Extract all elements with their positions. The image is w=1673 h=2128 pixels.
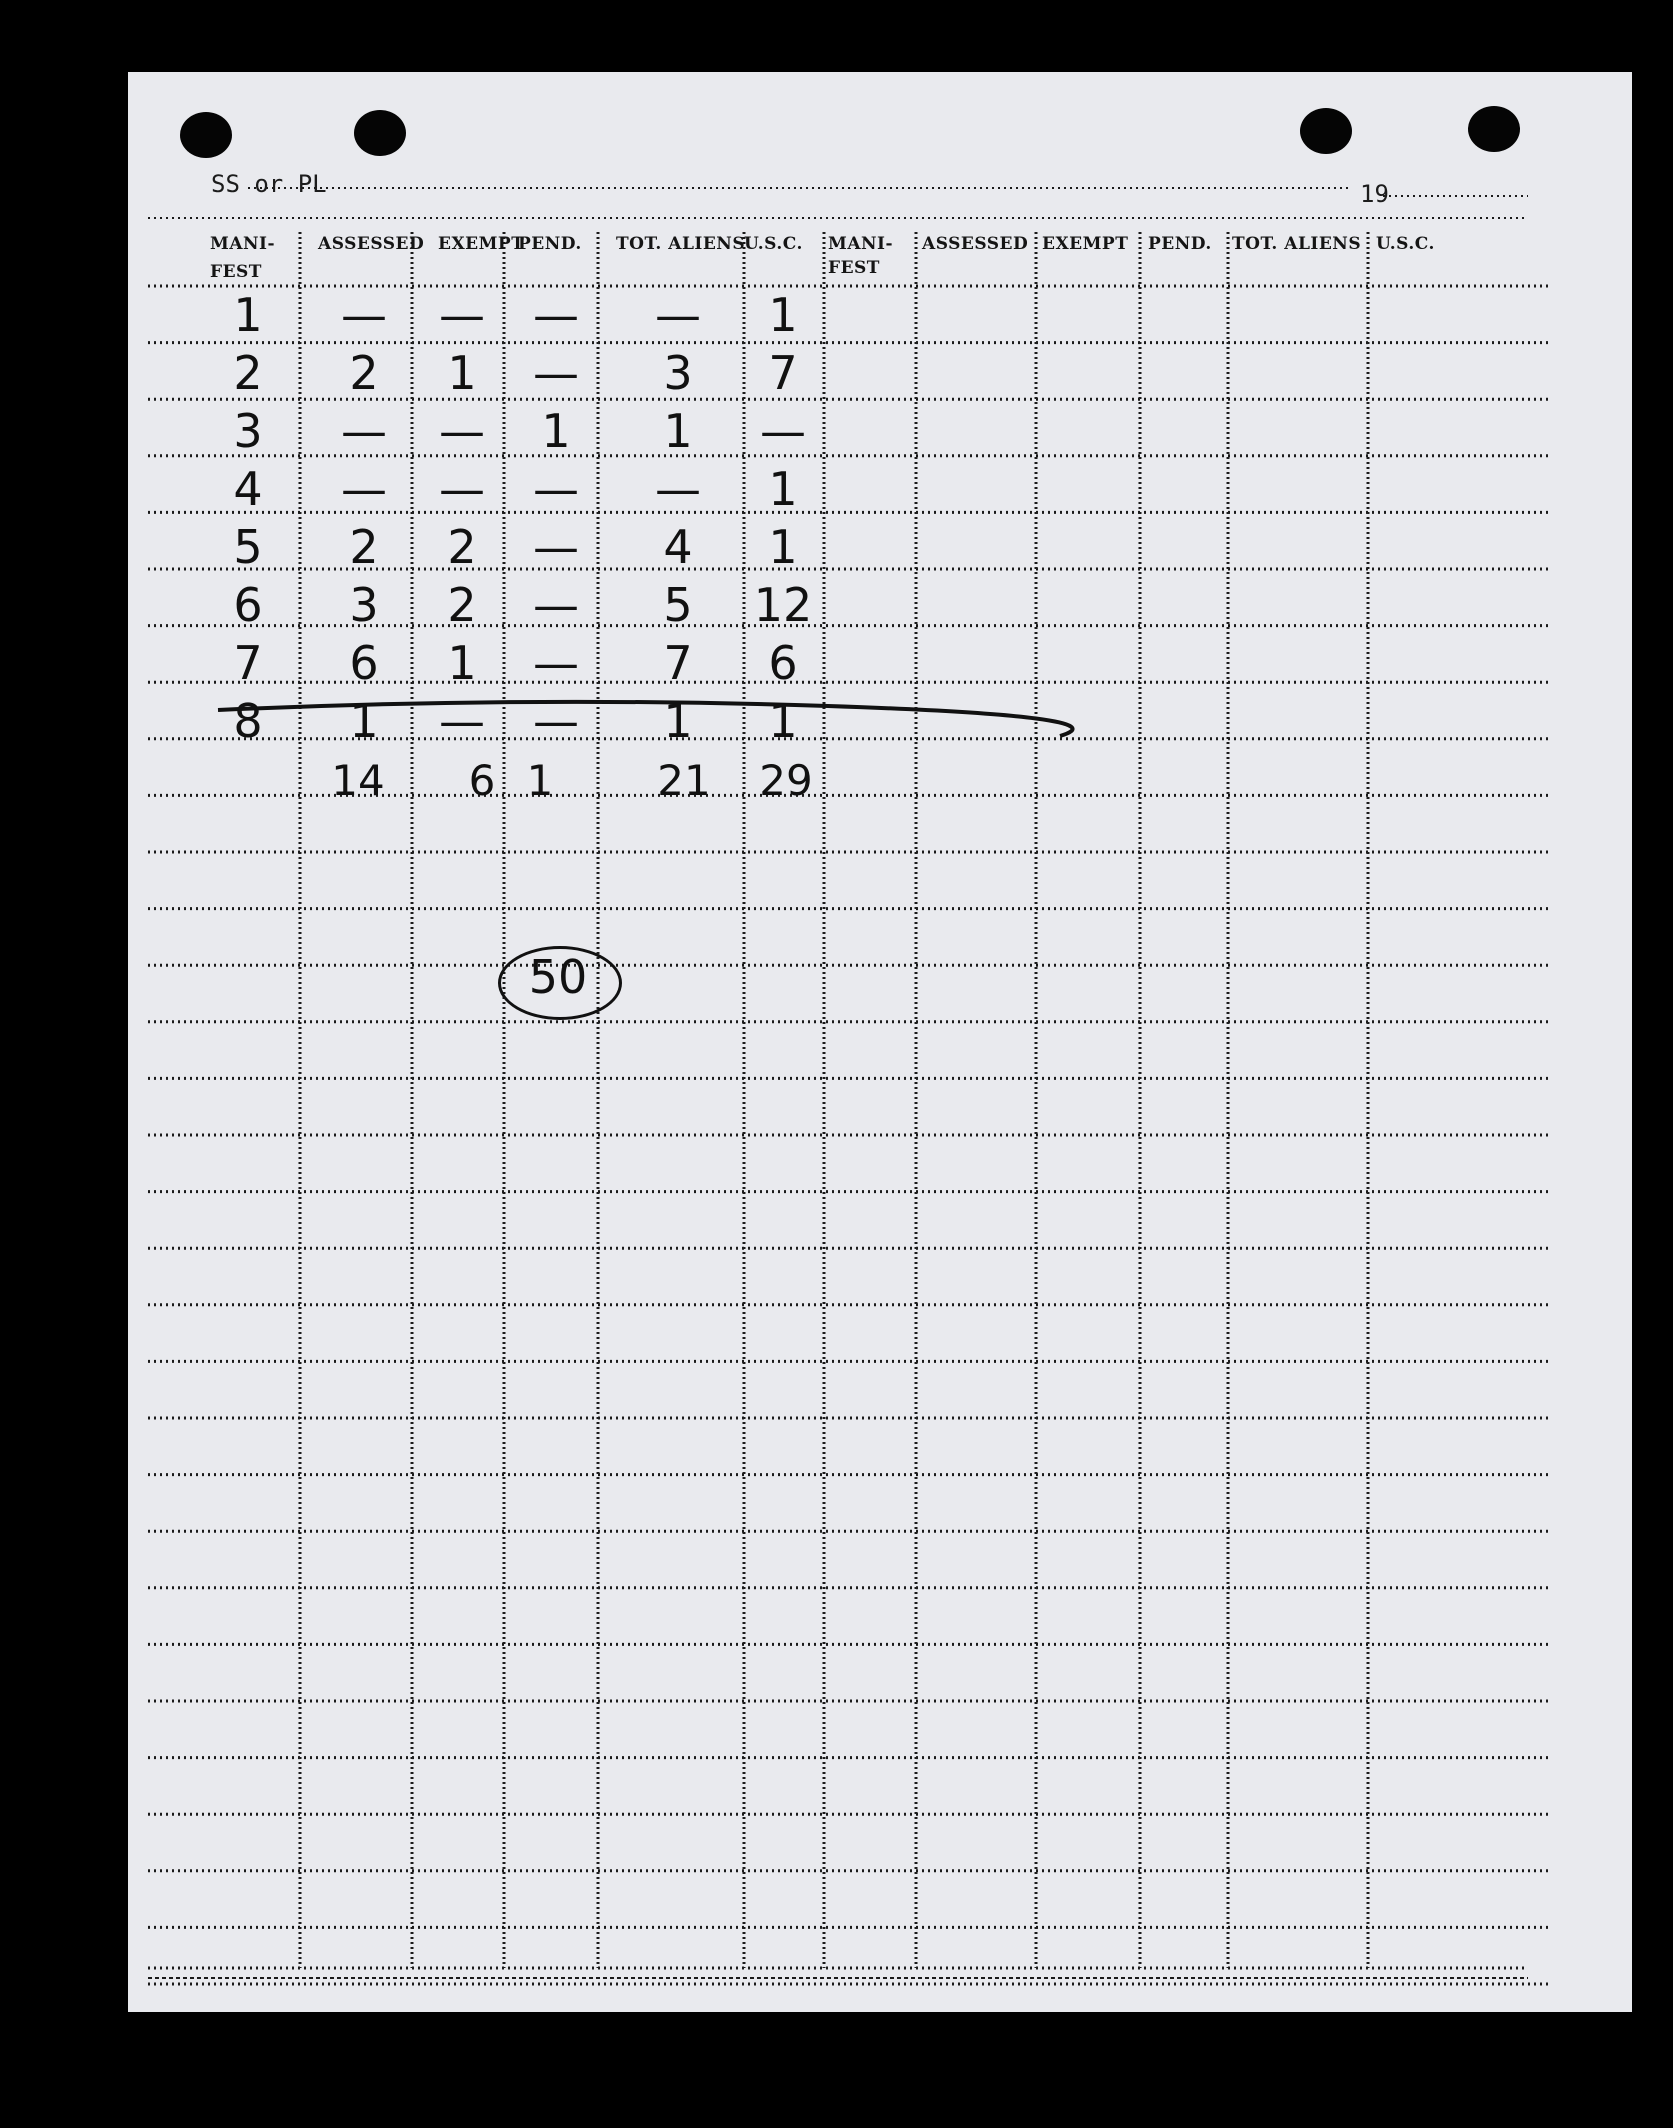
total-usc: 29 xyxy=(759,756,813,805)
total-assessed: 14 xyxy=(331,756,385,805)
header-usc: U.S.C. xyxy=(744,234,803,254)
cell-tot-aliens: 4 xyxy=(663,520,693,574)
cell-assessed: — xyxy=(341,462,387,516)
cell-assessed: 3 xyxy=(349,578,379,632)
header-exempt: EXEMPT xyxy=(438,234,525,254)
cell-exempt: 1 xyxy=(447,636,477,690)
header-manifest-right: MANI- xyxy=(828,234,894,254)
punch-hole xyxy=(1300,108,1352,154)
cell-exempt: 1 xyxy=(447,346,477,400)
cell-exempt: — xyxy=(439,694,485,748)
cell-manifest: 4 xyxy=(233,462,263,516)
form-sheet xyxy=(128,72,1632,2012)
cell-exempt: 2 xyxy=(447,578,477,632)
cell-usc: 1 xyxy=(768,694,798,748)
cell-manifest: 8 xyxy=(233,694,263,748)
cell-usc: — xyxy=(760,404,806,458)
cell-pend: — xyxy=(533,346,579,400)
header-assessed-right: ASSESSED xyxy=(922,234,1029,254)
header-tot-aliens-right: TOT. ALIENS xyxy=(1232,234,1362,254)
cell-usc: 1 xyxy=(768,288,798,342)
cell-manifest: 3 xyxy=(233,404,263,458)
header-pend: PEND. xyxy=(518,234,582,254)
cell-assessed: — xyxy=(341,288,387,342)
cell-exempt: — xyxy=(439,462,485,516)
total-exempt: 6 xyxy=(468,756,496,805)
cell-tot-aliens: — xyxy=(655,288,701,342)
cell-assessed: — xyxy=(341,404,387,458)
cell-assessed: 6 xyxy=(349,636,379,690)
cell-assessed: 1 xyxy=(349,694,379,748)
header-pend-right: PEND. xyxy=(1148,234,1212,254)
cell-pend: — xyxy=(533,520,579,574)
header-manifest: MANI- xyxy=(210,234,276,254)
cell-usc: 6 xyxy=(768,636,798,690)
punch-hole xyxy=(180,112,232,158)
header-usc-right: U.S.C. xyxy=(1376,234,1435,254)
cell-manifest: 2 xyxy=(233,346,263,400)
cell-pend: — xyxy=(533,462,579,516)
cell-pend: — xyxy=(533,636,579,690)
header-assessed: ASSESSED xyxy=(318,234,425,254)
cell-usc: 12 xyxy=(753,578,813,632)
punch-hole xyxy=(1468,106,1520,152)
ss-or-pl-label: SS or PL xyxy=(211,170,327,198)
cell-manifest: 1 xyxy=(233,288,263,342)
cell-exempt: — xyxy=(439,288,485,342)
cell-pend: — xyxy=(533,288,579,342)
cell-usc: 7 xyxy=(768,346,798,400)
header-manifest-2: FEST xyxy=(210,262,262,282)
cell-pend: 1 xyxy=(541,404,571,458)
year-label: 19 xyxy=(1360,180,1389,208)
circled-total: 50 xyxy=(528,950,588,1004)
header-exempt-right: EXEMPT xyxy=(1042,234,1129,254)
cell-manifest: 6 xyxy=(233,578,263,632)
cell-exempt: 2 xyxy=(447,520,477,574)
total-pend: 1 xyxy=(526,756,554,805)
cell-tot-aliens: 1 xyxy=(663,694,693,748)
cell-usc: 1 xyxy=(768,462,798,516)
total-tot-aliens: 21 xyxy=(657,756,711,805)
cell-tot-aliens: 7 xyxy=(663,636,693,690)
cell-pend: — xyxy=(533,694,579,748)
cell-tot-aliens: 1 xyxy=(663,404,693,458)
punch-hole xyxy=(354,110,406,156)
cell-pend: — xyxy=(533,578,579,632)
header-manifest-right-2: FEST xyxy=(828,258,880,278)
header-tot-aliens: TOT. ALIENS xyxy=(616,234,746,254)
cell-exempt: — xyxy=(439,404,485,458)
cell-tot-aliens: 5 xyxy=(663,578,693,632)
cell-usc: 1 xyxy=(768,520,798,574)
cell-manifest: 7 xyxy=(233,636,263,690)
cell-manifest: 5 xyxy=(233,520,263,574)
cell-assessed: 2 xyxy=(349,346,379,400)
handwritten-total-line xyxy=(218,702,1073,736)
cell-tot-aliens: 3 xyxy=(663,346,693,400)
cell-tot-aliens: — xyxy=(655,462,701,516)
cell-assessed: 2 xyxy=(349,520,379,574)
